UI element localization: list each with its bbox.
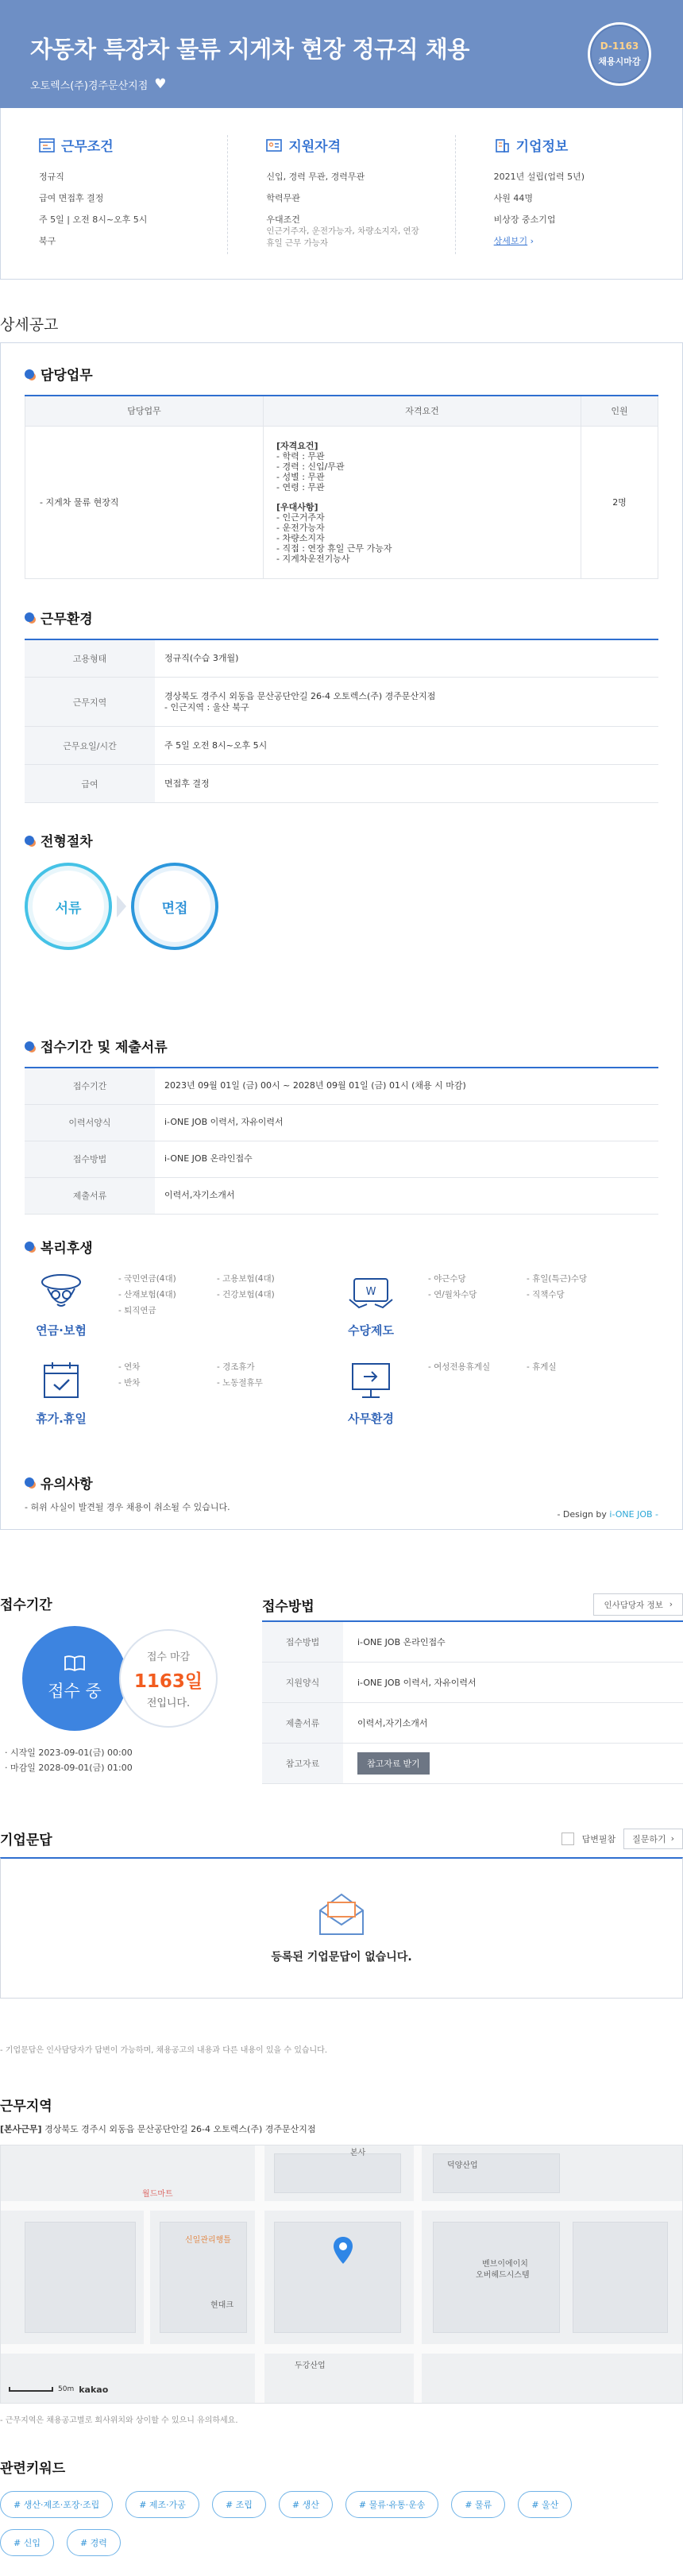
row-label: 지원양식 (262, 1662, 343, 1702)
summary-work-item: 주 5일 | 오전 8시~오후 5시 (39, 214, 148, 225)
summary-work-item: 북구 (39, 236, 56, 246)
chevron-right-icon: › (670, 1833, 674, 1844)
summary-box (0, 108, 683, 280)
row-label: 급여 (25, 765, 155, 803)
allowance-icon (343, 1271, 399, 1315)
welfare-item: - 반차 (118, 1377, 141, 1388)
summary-company-more[interactable] (494, 230, 657, 252)
welfare-item: - 연차 (118, 1361, 141, 1372)
keyword-chip[interactable]: # 생산·제조·포장·조립 (0, 2491, 113, 2518)
chevron-right-icon[interactable]: › (530, 236, 534, 246)
welfare-item: - 여성전용휴게실 (428, 1361, 491, 1372)
table-row (25, 1104, 658, 1141)
bullet-icon (25, 1477, 34, 1487)
row-label: 근무요일/시간 (25, 727, 155, 765)
heart-icon[interactable]: ♥ (154, 76, 167, 92)
summary-qual-title: 지원자격 (266, 135, 429, 155)
apply-period (0, 1593, 262, 1784)
welfare-item: - 연/월차수당 (428, 1289, 477, 1300)
design-brand: i-ONE JOB - (609, 1509, 658, 1520)
map-poi: 두강산업 (295, 2361, 326, 2370)
summary-work-item: 정규직 (39, 172, 64, 182)
hr-info-button[interactable]: 인사담당자 정보 › (593, 1593, 683, 1616)
summary-company-item: 2021년 설립(업력 5년) (493, 172, 585, 182)
keyword-chip[interactable]: # 물류·유통·운송 (345, 2491, 438, 2518)
apply-dates (5, 1745, 133, 1775)
map-poi: 현대크 (210, 2300, 233, 2310)
row-label: 제출서류 (25, 1177, 155, 1214)
process-steps (25, 863, 658, 950)
preference-item: - 운전가능자 (276, 522, 325, 533)
map-poi: 벤브이에이치 (482, 2259, 528, 2269)
preferences-title: [우대사항] (276, 501, 318, 512)
map-poi: 본사 (350, 2148, 366, 2157)
keyword-chip[interactable]: # 울산 (518, 2491, 572, 2518)
map-scale: 50m kakao (9, 2385, 108, 2395)
row-value: i-ONE JOB 온라인접수 (343, 1621, 683, 1662)
welfare-pension (25, 1271, 334, 1338)
welfare-label: 휴가.휴일 (36, 1411, 87, 1426)
welfare-label: 수당제도 (348, 1323, 394, 1338)
welfare-item: - 휴게실 (527, 1361, 557, 1372)
qna-empty-box (0, 1857, 683, 1999)
location-section (0, 2095, 683, 2425)
map-note: - 근무지역은 채용공고별로 회사위치와 상이할 수 있으니 유의하세요. (0, 2416, 238, 2425)
keyword-chip[interactable]: # 조립 (212, 2491, 266, 2518)
welfare-item: - 산재보험(4대) (118, 1289, 176, 1300)
submit-table (25, 1067, 658, 1215)
keyword-chip[interactable]: # 물류 (451, 2491, 505, 2518)
welfare-item: - 국민연금(4대) (118, 1273, 176, 1284)
deadline-circle (119, 1629, 218, 1728)
table-row (25, 1177, 658, 1214)
preference-item: - 차량소지자 (276, 532, 325, 543)
qna-empty-text: 등록된 기업문답이 없습니다. (271, 1951, 412, 1964)
map-poi: 신일관리행틀 (185, 2235, 231, 2245)
row-label: 참고자료 (262, 1743, 343, 1783)
table-row (25, 727, 658, 765)
download-reference-button[interactable]: 참고자료 받기 (357, 1752, 430, 1775)
welfare-list (428, 1271, 625, 1338)
row-label: 제출서류 (262, 1702, 343, 1743)
posting-title: 자동차 특장차 물류 지게차 현장 정규직 채용 (30, 36, 469, 63)
summary-work (1, 135, 228, 254)
summary-company-list (494, 166, 657, 252)
summary-qualification (228, 135, 455, 254)
pension-icon (33, 1271, 89, 1315)
step-interview: 면접 (131, 863, 218, 950)
row-value: i-ONE JOB 온라인접수 (155, 1141, 658, 1177)
book-icon (64, 1655, 86, 1672)
location-title: 근무지역 (0, 2098, 52, 2114)
row-label: 접수방법 (25, 1141, 155, 1177)
row-value: i-ONE JOB 이력서, 자유이력서 (155, 1104, 658, 1141)
welfare-item: - 고용보험(4대) (217, 1273, 275, 1284)
table-row (262, 1662, 683, 1702)
requirements-title: [자격요건] (276, 440, 318, 451)
envelope-icon (317, 1891, 366, 1937)
dday-label: 채용시마감 (598, 56, 641, 67)
bullet-icon (25, 612, 34, 622)
welfare-section-title: 복리후생 (25, 1237, 658, 1257)
keyword-chip[interactable]: # 생산 (279, 2491, 333, 2518)
apply-status: 접수 중 (48, 1682, 102, 1701)
welfare-item: - 휴일(특근)수당 (527, 1273, 588, 1284)
map-poi: 덕양산업 (447, 2161, 478, 2170)
building-icon (494, 138, 510, 153)
requirement-item: - 성별 : 무관 (276, 471, 325, 482)
chevron-right-icon: › (669, 1600, 673, 1609)
welfare-grid (25, 1271, 658, 1427)
apply-method-table (262, 1620, 683, 1784)
summary-work-item: 급여 면접후 결정 (39, 193, 104, 203)
keywords-section (0, 2457, 683, 2556)
document-icon (39, 138, 55, 153)
duty-task: - 지게차 물류 현장직 (25, 426, 264, 578)
row-value: 이력서,자기소개서 (343, 1702, 683, 1743)
env-table (25, 639, 658, 804)
summary-qual-list (266, 166, 429, 254)
map-provider-logo: kakao (79, 2384, 109, 2395)
summary-company (456, 135, 682, 254)
requirement-item: - 학력 : 무관 (276, 450, 325, 462)
table-row (262, 1621, 683, 1662)
table-header: 담당업무 (25, 396, 264, 426)
answered-checkbox[interactable] (561, 1833, 574, 1845)
ask-question-button[interactable]: 질문하기 › (623, 1829, 683, 1849)
qna-title: 기업문답 (0, 1833, 52, 1848)
apply-method-title: 접수방법 (262, 1598, 314, 1615)
summary-qual-item: 학력무관 (266, 193, 300, 203)
table-header-row (25, 396, 658, 426)
bullet-icon (25, 1242, 34, 1251)
keywords-title: 관련키워드 (0, 2460, 66, 2477)
apply-period-title: 접수기간 (0, 1597, 52, 1613)
company-name[interactable]: 오토렉스(주)경주문산지점 (30, 80, 149, 92)
welfare-list (428, 1359, 625, 1427)
row-value: 이력서,자기소개서 (155, 1177, 658, 1214)
requirement-item: - 연령 : 무관 (276, 481, 325, 492)
welfare-item: - 건강보험(4대) (217, 1289, 275, 1300)
summary-qual-preferences: 인근거주자, 운전가능자, 차량소지자, 연장 휴일 근무 가능자 (266, 226, 419, 248)
duty-section-title: 담당업무 (25, 364, 658, 384)
answered-label: 답변필참 (581, 1833, 616, 1844)
map-poi: 오버헤드시스템 (476, 2270, 530, 2280)
welfare-label: 연금·보험 (36, 1323, 87, 1338)
welfare-allowance (334, 1271, 644, 1338)
office-icon (343, 1359, 399, 1404)
bullet-icon (25, 369, 34, 379)
map-poi: 월드마트 (142, 2189, 173, 2199)
qna-section (0, 1829, 683, 2055)
row-value (343, 1743, 683, 1783)
env-section-title: 근무환경 (25, 608, 658, 628)
deadline-label: 접수 마감 (146, 1651, 191, 1663)
row-value: 정규직(수습 3개월) (155, 639, 658, 678)
location-map[interactable] (0, 2145, 683, 2404)
table-row (262, 1743, 683, 1783)
summary-company-item: 사원 44명 (493, 193, 534, 203)
summary-company-item: 비상장 중소기업 (493, 214, 556, 225)
keyword-chip[interactable]: # 경력 (67, 2529, 121, 2556)
welfare-list (118, 1271, 315, 1338)
qna-note: - 기업문답은 인사담당자가 답변이 가능하며, 채용공고의 내용과 다른 내용이 있을 수 있습니다. (0, 2045, 328, 2055)
apply-section (0, 1593, 683, 1784)
dday-badge (588, 22, 651, 86)
row-label: 근무지역 (25, 678, 155, 727)
welfare-vacation (25, 1359, 334, 1427)
table-row (25, 1141, 658, 1177)
summary-work-title: 근무조건 (39, 135, 202, 155)
summary-qual-item: 우대조건 (266, 214, 300, 225)
apply-method (262, 1593, 683, 1784)
bullet-icon (25, 836, 34, 845)
table-row (25, 639, 658, 678)
design-credit: - Design by i-ONE JOB - (557, 1509, 658, 1520)
detail-heading: 상세공고 (0, 316, 59, 334)
process-section-title: 전형절차 (25, 830, 658, 850)
welfare-item: - 야근수당 (428, 1273, 466, 1284)
preference-item: - 지게차운전기능사 (276, 553, 350, 564)
detail-box (0, 342, 683, 1530)
row-value: 면접후 결정 (155, 765, 658, 803)
notice-section-title: 유의사항 (25, 1473, 658, 1493)
location-pin-icon (333, 2236, 353, 2265)
calendar-icon (33, 1359, 89, 1404)
start-date: · 시작일 2023-09-01(금) 00:00 (5, 1748, 133, 1758)
keyword-chip[interactable]: # 신입 (0, 2529, 54, 2556)
welfare-label: 사무환경 (348, 1411, 394, 1426)
row-label: 접수방법 (262, 1621, 343, 1662)
welfare-item: - 퇴직연금 (118, 1305, 156, 1315)
welfare-office (334, 1359, 644, 1427)
row-label: 접수기간 (25, 1068, 155, 1104)
end-date: · 마감일 2028-09-01(금) 01:00 (5, 1763, 133, 1773)
requirement-item: - 경력 : 신입/무관 (276, 461, 345, 472)
submit-section-title: 접수기간 및 제출서류 (25, 1036, 658, 1056)
row-label: 고용형태 (25, 639, 155, 678)
company-row (30, 77, 654, 92)
keyword-chip[interactable]: # 제조·가공 (125, 2491, 199, 2518)
preference-item: - 인근거주자 (276, 512, 325, 523)
table-row (25, 426, 658, 578)
welfare-item: - 직책수당 (527, 1289, 565, 1300)
row-value: 주 5일 오전 8시~오후 5시 (155, 727, 658, 765)
company-detail-link[interactable]: 상세보기 (493, 236, 528, 246)
row-value: 2023년 09월 01일 (금) 00시 ~ 2028년 09월 01일 (금) 01시 (채용 시 마감) (155, 1068, 658, 1104)
step-document: 서류 (25, 863, 112, 950)
deadline-tail: 전입니다. (146, 1697, 191, 1709)
table-row (25, 678, 658, 727)
keyword-list (0, 2491, 635, 2556)
bullet-icon (25, 1041, 34, 1051)
id-card-icon (266, 138, 282, 153)
duty-table (25, 395, 658, 579)
welfare-item: - 경조휴가 (217, 1361, 255, 1372)
dday-count: D-1163 (600, 41, 639, 52)
table-header: 자격요건 (264, 396, 581, 426)
summary-qual-item: 신입, 경력 무관, 경력무관 (266, 172, 365, 182)
deadline-days: 1163일 (133, 1670, 203, 1692)
table-row (262, 1702, 683, 1743)
summary-work-list (39, 166, 202, 252)
table-row (25, 1068, 658, 1104)
summary-company-title: 기업정보 (494, 135, 657, 155)
svg-text:W: W (365, 1285, 376, 1298)
table-row (25, 765, 658, 803)
duty-count: 2명 (581, 426, 658, 578)
welfare-item: - 노동절휴무 (217, 1377, 263, 1388)
apply-status-circle (22, 1626, 127, 1731)
preference-item: - 직접 : 연장 휴일 근무 가능자 (276, 543, 392, 554)
location-address: [본사근무] 경상북도 경주시 외동읍 문산공단안길 26-4 오토렉스(주) 경주문산지점 (0, 2123, 316, 2134)
row-value: i-ONE JOB 이력서, 자유이력서 (343, 1662, 683, 1702)
duty-requirements (264, 426, 581, 578)
row-label: 이력서양식 (25, 1104, 155, 1141)
arrow-right-icon (117, 895, 126, 917)
welfare-list (118, 1359, 315, 1427)
table-header: 인원 (581, 396, 658, 426)
row-value: 경상북도 경주시 외동읍 문산공단안길 26-4 오토렉스(주) 경주문산지점 - 인근지역 : 울산 북구 (155, 678, 658, 727)
posting-header (0, 0, 683, 108)
notice-text: - 허위 사실이 발견될 경우 채용이 취소될 수 있습니다. (25, 1501, 230, 1512)
